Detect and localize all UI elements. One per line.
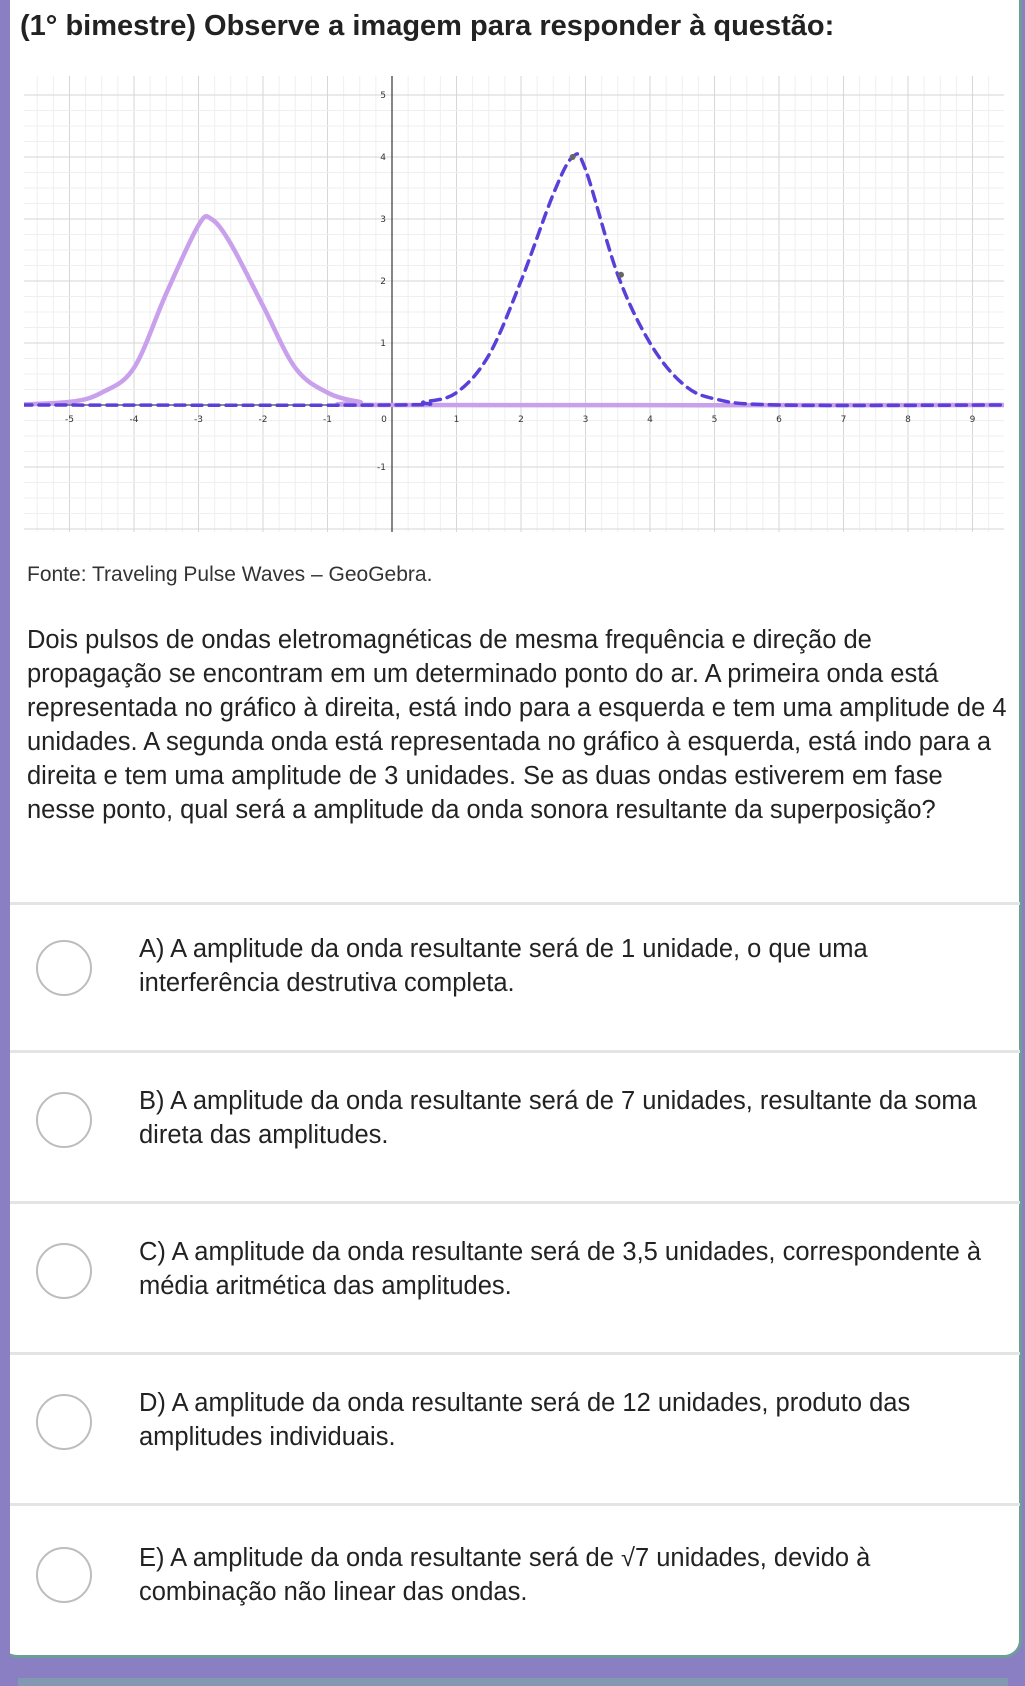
- radio-option-e[interactable]: [36, 1547, 92, 1603]
- x-tick-label: 1: [453, 415, 460, 425]
- left-pulse-curve: [24, 216, 1004, 405]
- question-title: (1° bimestre) Observe a imagem para responder à questão:: [20, 10, 835, 42]
- wave-chart-svg: [24, 76, 1004, 532]
- y-tick-label: -1: [377, 463, 386, 473]
- left-band: [0, 0, 10, 1658]
- x-tick-label: 8: [905, 415, 911, 425]
- radio-option-a[interactable]: [36, 940, 92, 996]
- divider: [10, 1201, 1020, 1204]
- question-text: Dois pulsos de ondas eletromagnéticas de mesma frequência e direção de propagação se encontram em um determinado ponto do ar. A primeira onda está representada no gráfico à direita, está indo para a esquerda e tem uma amplitude de 4 unidades. A segunda onda está representada no gráfico à esquerda, está indo para a direita e tem uma amplitude de 3 unidades. Se as duas ondas estiverem em fase nesse ponto, qual será a amplitude da onda sonora resultante da superposição?: [27, 626, 1007, 824]
- option-c-label: C) A amplitude da onda resultante será de 3,5 unidades, correspondente à média aritmética das amplitudes.: [139, 1238, 982, 1300]
- divider: [10, 1503, 1020, 1506]
- wave-graph: [24, 76, 1004, 532]
- x-tick-label: 0: [381, 415, 387, 425]
- x-tick-label: -1: [323, 415, 332, 425]
- option-c[interactable]: [10, 1205, 1020, 1353]
- option-d[interactable]: [10, 1356, 1020, 1504]
- figure-source: Fonte: Traveling Pulse Waves – GeoGebra.: [27, 563, 433, 586]
- option-e[interactable]: [10, 1507, 1020, 1655]
- divider: [10, 1352, 1020, 1355]
- option-a[interactable]: [10, 906, 1020, 1054]
- x-tick-label: 4: [647, 415, 653, 425]
- y-tick-label: 5: [380, 91, 386, 101]
- y-tick-label: 3: [380, 215, 386, 225]
- radio-option-c[interactable]: [36, 1243, 92, 1299]
- x-tick-label: -4: [129, 415, 139, 425]
- y-tick-label: 1: [380, 339, 386, 349]
- x-tick-label: 9: [969, 415, 976, 425]
- x-tick-label: 7: [840, 415, 847, 425]
- radio-option-d[interactable]: [36, 1394, 92, 1450]
- divider: [10, 902, 1020, 905]
- option-a-label: A) A amplitude da onda resultante será de 1 unidade, o que uma interferência destrutiva completa.: [139, 935, 868, 997]
- x-tick-label: -2: [258, 415, 268, 425]
- radio-option-b[interactable]: [36, 1092, 92, 1148]
- pulse-point: [570, 154, 576, 160]
- x-tick-label: -5: [65, 415, 74, 425]
- option-b-label: B) A amplitude da onda resultante será de 7 unidades, resultante da soma direta das amplitudes.: [139, 1087, 977, 1149]
- bottom-strip: [18, 1678, 1008, 1686]
- y-tick-label: 4: [380, 153, 386, 163]
- x-tick-label: 5: [711, 415, 718, 425]
- pulse-point: [618, 272, 624, 278]
- x-tick-label: 6: [776, 415, 782, 425]
- y-tick-label: 2: [380, 277, 386, 287]
- divider: [10, 1050, 1020, 1053]
- x-tick-label: -3: [194, 415, 203, 425]
- option-b[interactable]: [10, 1054, 1020, 1202]
- x-tick-label: 3: [582, 415, 589, 425]
- option-d-label: D) A amplitude da onda resultante será de 12 unidades, produto das amplitudes individuais.: [139, 1389, 911, 1451]
- x-tick-label: 2: [518, 415, 524, 425]
- option-e-label: E) A amplitude da onda resultante será de √7 unidades, devido à combinação não linear das ondas.: [139, 1544, 871, 1606]
